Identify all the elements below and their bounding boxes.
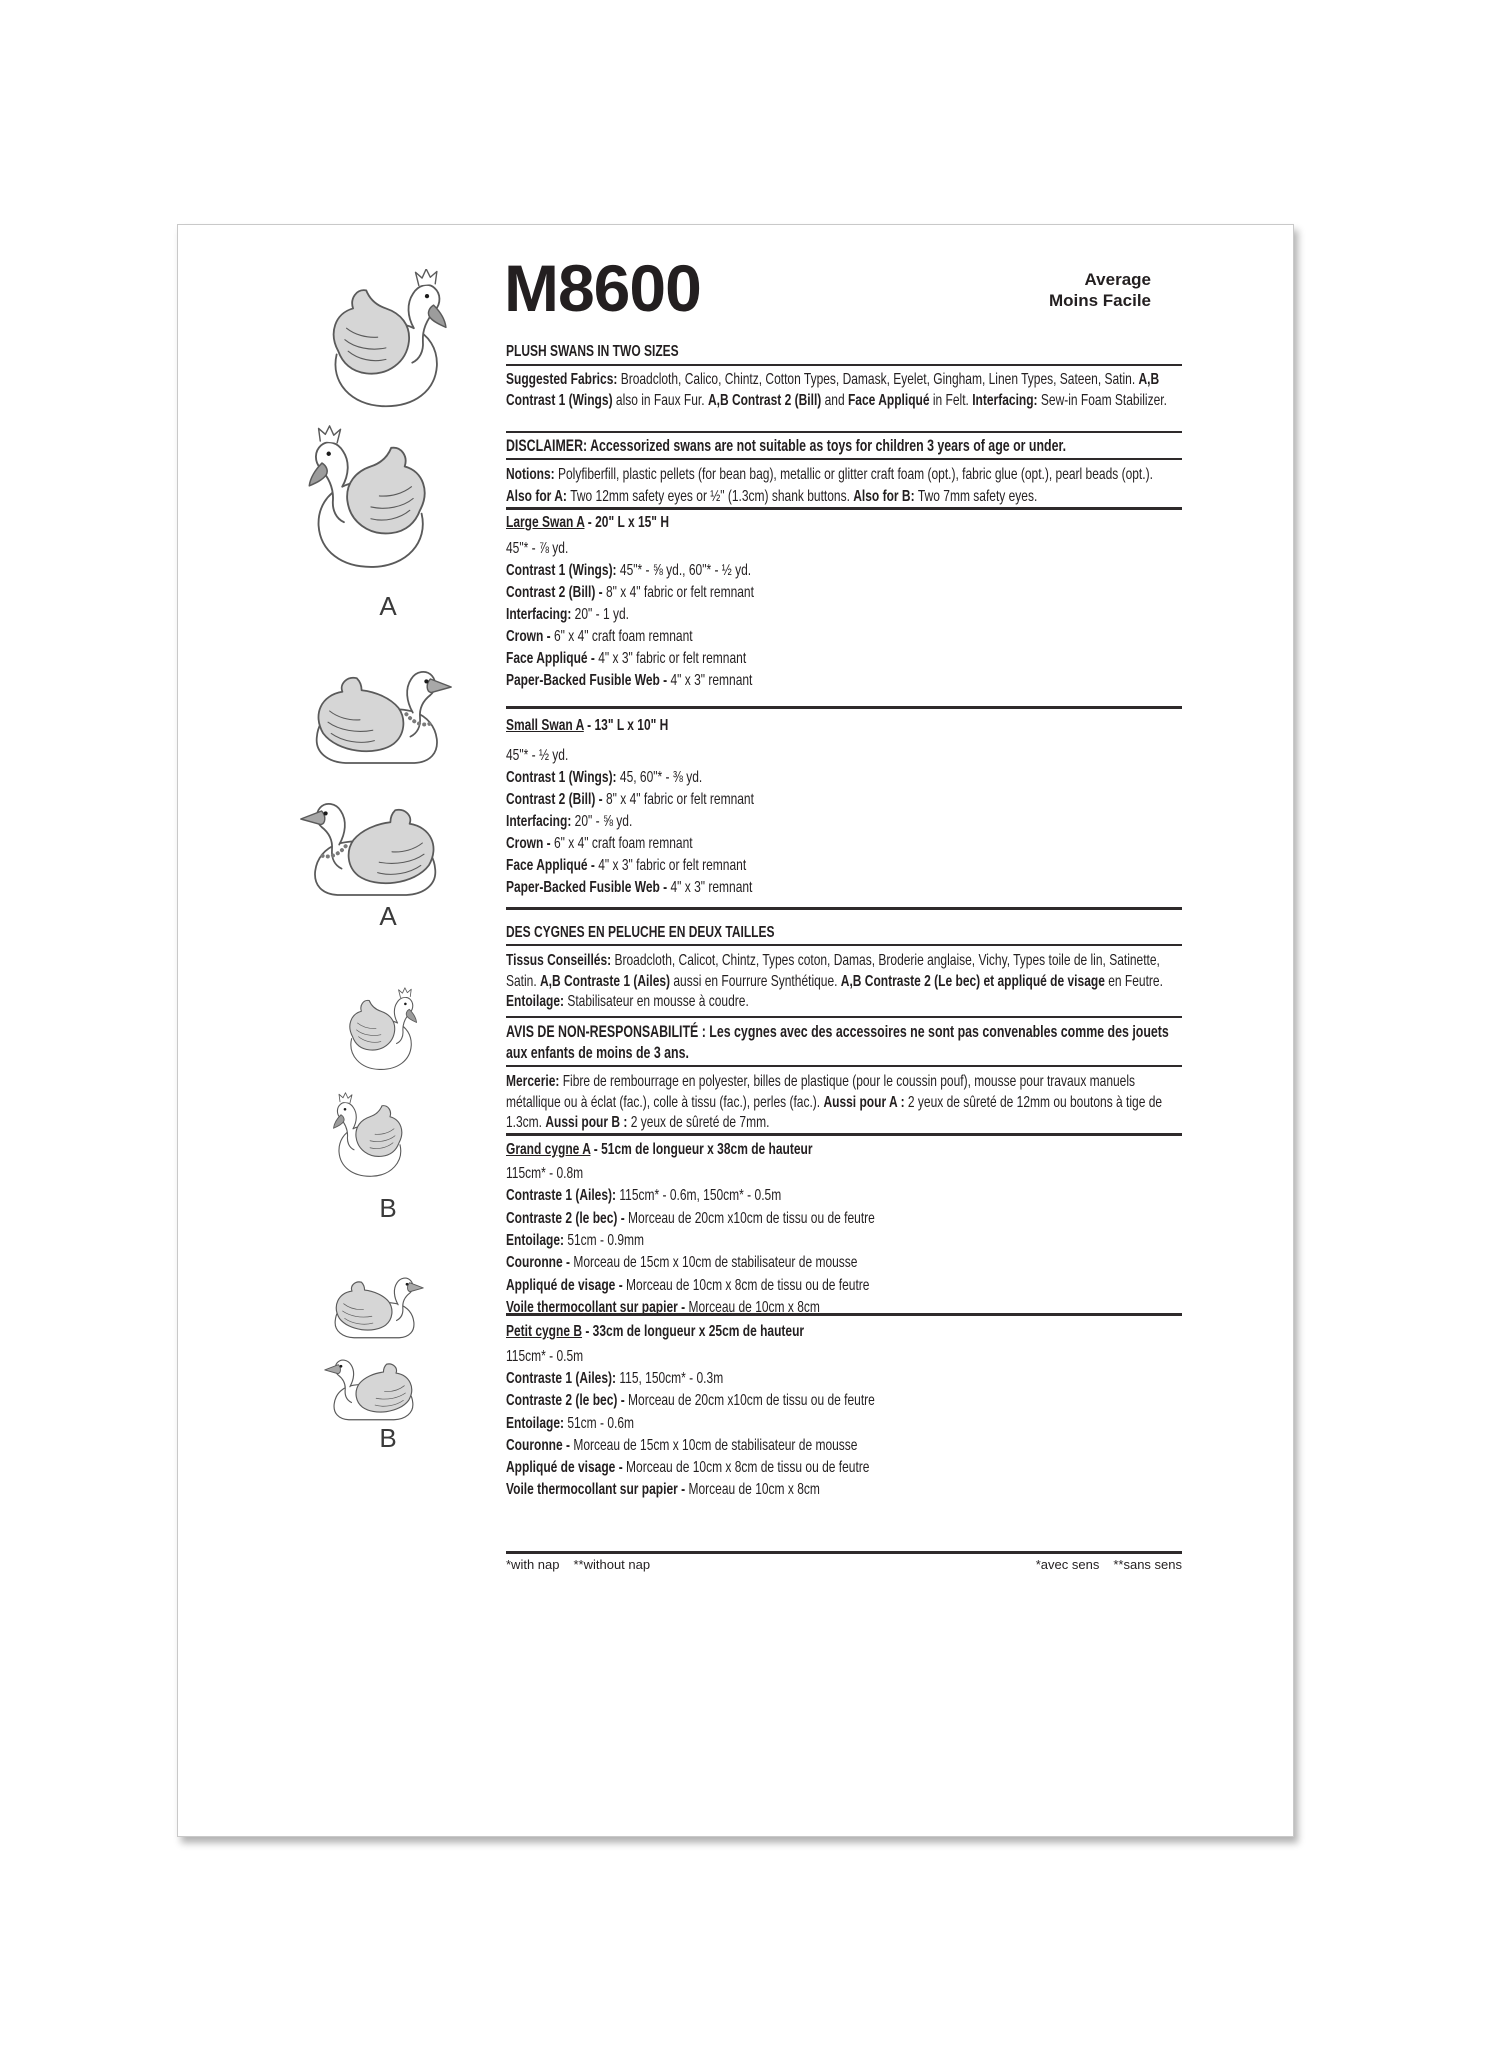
french-section-title: DES CYGNES EN PELUCHE EN DEUX TAILLES — [506, 924, 775, 941]
section-divider-rule — [506, 1313, 1182, 1316]
sans-sens-note: **sans sens — [1113, 1557, 1182, 1572]
swan-illustrations-column — [178, 225, 508, 1836]
section-divider-rule — [506, 706, 1182, 709]
with-nap-note: *with nap — [506, 1557, 560, 1572]
view-label-b-2: B — [379, 1423, 397, 1453]
english-section-title: PLUSH SWANS IN TWO SIZES — [506, 343, 679, 360]
petit-cygne-contraste2: Contraste 2 (le bec) - Morceau de 20cm x10cm de tissu ou de feutre — [506, 1392, 875, 1409]
petit-cygne-applique: Appliqué de visage - Morceau de 10cm x 8cm de tissu ou de feutre — [506, 1459, 870, 1476]
nap-legend-row — [506, 1557, 1182, 1572]
large-swan-contrast2: Contrast 2 (Bill) - 8" x 4" fabric or felt remnant — [506, 584, 754, 601]
grand-cygne-contraste2: Contraste 2 (le bec) - Morceau de 20cm x10cm de tissu ou de feutre — [506, 1210, 875, 1227]
swan-illustration-necklace-right — [290, 655, 462, 771]
divider-rule — [506, 944, 1182, 946]
divider-rule — [506, 458, 1182, 460]
small-swan-contrast2: Contrast 2 (Bill) - 8" x 4" fabric or felt remnant — [506, 791, 754, 808]
view-label-a-1: A — [379, 591, 397, 621]
nap-legend-english — [506, 1557, 664, 1572]
petit-cygne-contraste1: Contraste 1 (Ailes): 115, 150cm* - 0.3m — [506, 1370, 724, 1387]
swan-illustration-crowned-left — [300, 423, 452, 585]
section-divider-rule — [506, 1133, 1182, 1136]
divider-rule — [506, 364, 1182, 366]
grand-cygne-entoilage: Entoilage: 51cm - 0.9mm — [506, 1232, 645, 1249]
view-label-b-1: B — [379, 1193, 397, 1223]
grand-cygne-metrage: 115cm* - 0.8m — [506, 1165, 584, 1182]
large-swan-fusible-web: Paper-Backed Fusible Web - 4" x 3" remnant — [506, 672, 753, 689]
petit-cygne-voile: Voile thermocollant sur papier - Morceau de 10cm x 8cm — [506, 1481, 820, 1498]
large-swan-face-applique: Face Appliqué - 4" x 3" fabric or felt remnant — [506, 650, 747, 667]
difficulty-english: Average — [1084, 270, 1151, 289]
large-swan-yardage: 45"* - ⅞ yd. — [506, 540, 569, 557]
french-disclaimer: AVIS DE NON-RESPONSABILITÉ : Les cygnes avec des accessoires ne sont pas convenables comme des jouets aux enfants de moins de 3 ans. — [506, 1023, 1169, 1062]
french-notions-paragraph: Mercerie: Fibre de rembourrage en polyester, billes de plastique (pour le coussin pouf), mousse pour travaux manuels métallique ou à éclat (fac.), colle à tissu (fac.), perles (fac.). Aussi pour A : 2 yeux de sûreté de 12mm ou boutons à tige de 1.3cm. Aussi pour B : 2 yeux de sûreté de 7mm. — [506, 1073, 1163, 1131]
english-disclaimer: DISCLAIMER: Accessorized swans are not suitable as toys for children 3 years of age or under. — [506, 437, 1067, 455]
text-column — [506, 225, 1182, 1836]
french-fabrics-paragraph: Tissus Conseillés: Broadcloth, Calicot, Chintz, Types coton, Damas, Broderie anglaise, Vichy, Types toile de lin, Satinette, Satin. A,B Contraste 1 (Ailes) aussi en Fourrure Synthétique. A,B Contraste 2 (Le bec) et appliqué de visage en Feutre. Entoilage: Stabilisateur en mousse à coudre. — [506, 952, 1163, 1010]
large-swan-contrast1: Contrast 1 (Wings): 45"* - ⅝ yd., 60"* - ½ yd. — [506, 562, 752, 579]
small-swan-yardage: 45"* - ½ yd. — [506, 747, 569, 764]
grand-cygne-contraste1: Contraste 1 (Ailes): 115cm* - 0.6m, 150cm* - 0.5m — [506, 1187, 782, 1204]
english-fabrics-paragraph: Suggested Fabrics: Broadcloth, Calico, Chintz, Cotton Types, Damask, Eyelet, Gingham, Linen Types, Sateen, Satin. A,B Contrast 1 (Wings) also in Faux Fur. A,B Contrast 2 (Bill) and Face Appliqué in Felt. Interfacing: Sew-in Foam Stabilizer. — [506, 371, 1167, 409]
difficulty-french: Moins Facile — [1048, 291, 1151, 310]
large-swan-interfacing: Interfacing: 20" - 1 yd. — [506, 606, 629, 623]
without-nap-note: **without nap — [573, 1557, 651, 1572]
swan-illustration-small-plain-right — [320, 1267, 428, 1343]
pattern-number: M8600 — [504, 251, 701, 325]
view-label-a-2: A — [379, 901, 397, 931]
small-swan-crown: Crown - 6" x 4" craft foam remnant — [506, 835, 693, 852]
grand-cygne-voile: Voile thermocollant sur papier - Morceau de 10cm x 8cm — [506, 1299, 820, 1316]
small-swan-face-applique: Face Appliqué - 4" x 3" fabric or felt remnant — [506, 857, 747, 874]
petit-cygne-couronne: Couronne - Morceau de 15cm x 10cm de stabilisateur de mousse — [506, 1437, 858, 1454]
divider-rule — [506, 1016, 1182, 1018]
swan-illustration-small-crowned-right — [334, 987, 422, 1079]
divider-rule — [506, 1065, 1182, 1067]
footer-divider-rule — [506, 1551, 1182, 1554]
divider-rule — [506, 431, 1182, 433]
small-swan-interfacing: Interfacing: 20" - ⅝ yd. — [506, 813, 633, 830]
nap-legend-french — [1022, 1557, 1182, 1572]
avec-sens-note: *avec sens — [1035, 1557, 1100, 1572]
section-divider-rule — [506, 907, 1182, 910]
swan-illustration-necklace-left — [290, 787, 462, 903]
petit-cygne-entoilage: Entoilage: 51cm - 0.6m — [506, 1415, 635, 1432]
petit-cygne-metrage: 115cm* - 0.5m — [506, 1348, 584, 1365]
grand-cygne-applique: Appliqué de visage - Morceau de 10cm x 8cm de tissu ou de feutre — [506, 1277, 870, 1294]
small-swan-heading: Small Swan A - 13" L x 10" H — [506, 717, 669, 734]
english-notions-paragraph: Notions: Polyfiberfill, plastic pellets (for bean bag), metallic or glitter craft foam (opt.), fabric glue (opt.), pearl beads (opt.). Also for A: Two 12mm safety eyes or ½" (1.3cm) shank buttons. Also for B: Two 7mm safety eyes. — [506, 466, 1153, 505]
grand-cygne-heading: Grand cygne A - 51cm de longueur x 38cm de hauteur — [506, 1141, 813, 1158]
petit-cygne-heading: Petit cygne B - 33cm de longueur x 25cm de hauteur — [506, 1323, 805, 1340]
pattern-envelope-back-page — [177, 224, 1294, 1837]
grand-cygne-couronne: Couronne - Morceau de 15cm x 10cm de stabilisateur de mousse — [506, 1254, 858, 1271]
small-swan-contrast1: Contrast 1 (Wings): 45, 60"* - ⅜ yd. — [506, 769, 703, 786]
swan-illustration-small-plain-left — [320, 1349, 428, 1425]
swan-illustration-crowned-right — [306, 269, 456, 421]
large-swan-crown: Crown - 6" x 4" craft foam remnant — [506, 628, 693, 645]
section-divider-rule — [506, 507, 1182, 510]
small-swan-fusible-web: Paper-Backed Fusible Web - 4" x 3" remnant — [506, 879, 753, 896]
swan-illustration-small-crowned-left — [328, 1089, 418, 1189]
large-swan-heading: Large Swan A - 20" L x 15" H — [506, 514, 669, 531]
